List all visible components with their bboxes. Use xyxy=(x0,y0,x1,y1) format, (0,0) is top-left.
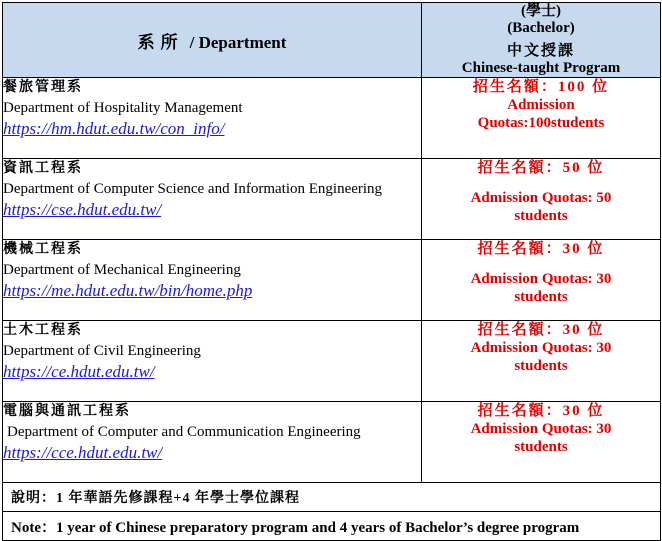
quota-en-line-2: Quotas:100students xyxy=(477,115,605,131)
quota-en-line-2: students xyxy=(514,358,568,374)
department-cell xyxy=(3,159,422,240)
table-header-row xyxy=(3,3,661,78)
quota-cell xyxy=(422,321,661,402)
note-row-en xyxy=(3,512,661,541)
quota-en-line-2: students xyxy=(514,289,568,305)
department-name-en: Department of Computer and Communication Engineering xyxy=(7,424,361,440)
quota-en-line-1: Admission Quotas: 30 xyxy=(470,421,612,437)
program-column-header xyxy=(422,3,661,78)
quota-zh: 招生名額：30 位 xyxy=(477,241,605,257)
department-name-en: Department of Civil Engineering xyxy=(3,343,201,359)
program-header-line-4: Chinese-taught Program xyxy=(461,60,621,76)
department-name-en: Department of Hospitality Management xyxy=(3,100,243,116)
program-header-line-3: 中文授課 xyxy=(506,43,575,59)
department-table xyxy=(2,2,661,541)
department-column-header xyxy=(3,3,422,78)
quota-zh: 招生名額：30 位 xyxy=(477,403,605,419)
table-row xyxy=(3,321,661,402)
table-row xyxy=(3,159,661,240)
department-link[interactable]: https://ce.hdut.edu.tw/ xyxy=(3,362,155,381)
program-header-line-1: (學士) xyxy=(521,3,561,19)
department-name-zh: 電腦與通訊工程系 xyxy=(3,404,131,419)
table-row xyxy=(3,78,661,159)
quota-en-line-2: students xyxy=(514,208,568,224)
department-name-zh: 餐旅管理系 xyxy=(3,80,83,95)
quota-en-line-2: students xyxy=(514,439,568,455)
department-link[interactable]: https://cse.hdut.edu.tw/ xyxy=(3,200,162,219)
quota-zh: 招生名額：50 位 xyxy=(477,160,605,176)
department-cell xyxy=(3,78,422,159)
note-row-zh xyxy=(3,483,661,512)
quota-cell xyxy=(422,159,661,240)
quota-en-line-1: Admission Quotas: 30 xyxy=(470,340,612,356)
quota-en-line-1: Admission Quotas: 30 xyxy=(470,271,612,287)
department-header-en: / Department xyxy=(189,32,287,52)
quota-cell xyxy=(422,402,661,483)
quota-cell xyxy=(422,240,661,321)
department-cell xyxy=(3,240,422,321)
department-cell xyxy=(3,402,422,483)
quota-en-line-1: Admission Quotas: 50 xyxy=(470,190,612,206)
department-link[interactable]: https://me.hdut.edu.tw/bin/home.php xyxy=(3,281,253,300)
department-header-zh: 系所 xyxy=(137,32,184,52)
department-name-zh: 土木工程系 xyxy=(3,323,83,338)
department-name-zh: 資訊工程系 xyxy=(3,161,83,176)
quota-cell xyxy=(422,78,661,159)
table-row xyxy=(3,402,661,483)
quota-zh: 招生名額：100 位 xyxy=(472,79,610,95)
department-cell xyxy=(3,321,422,402)
department-name-zh: 機械工程系 xyxy=(3,242,83,257)
quota-zh: 招生名額：30 位 xyxy=(477,322,605,338)
quota-en-line-1: Admission xyxy=(507,97,575,113)
program-header-line-2: (Bachelor) xyxy=(507,20,575,36)
table-row xyxy=(3,240,661,321)
department-link[interactable]: https://cce.hdut.edu.tw/ xyxy=(3,443,163,462)
department-name-en: Department of Computer Science and Information Engineering xyxy=(3,181,383,197)
note-zh: 說明：1 年華語先修課程+4 年學士學位課程 xyxy=(3,483,661,512)
note-en: Note：1 year of Chinese preparatory program and 4 years of Bachelor’s degree program xyxy=(3,512,661,541)
department-link[interactable]: https://hm.hdut.edu.tw/con_info/ xyxy=(3,119,225,138)
department-name-en: Department of Mechanical Engineering xyxy=(3,262,241,278)
